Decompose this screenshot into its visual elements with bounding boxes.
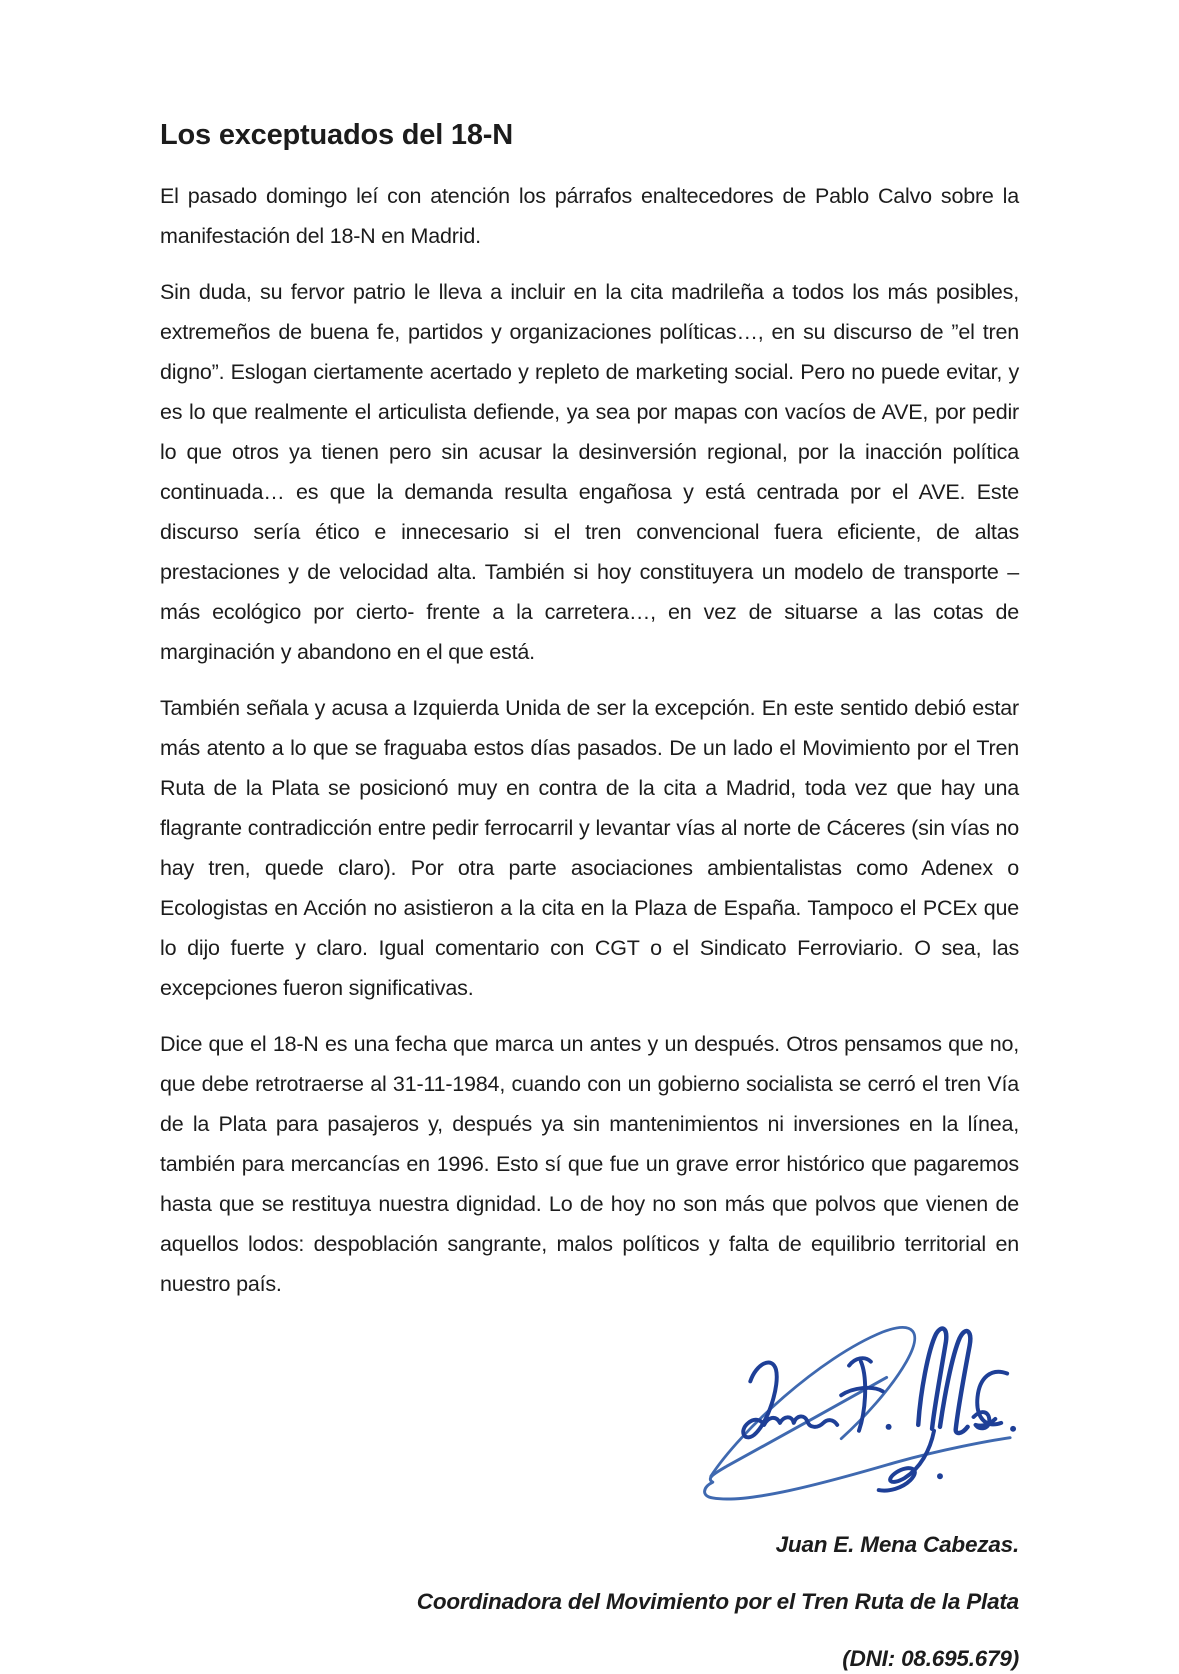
signature-strokes [705, 1327, 1016, 1499]
paragraph-intro: El pasado domingo leí con atención los párrafos enaltecedores de Pablo Calvo sobre la manifestación del 18-N en Madrid. [160, 184, 1019, 248]
paragraph-fervor-patrio: Sin duda, su fervor patrio le lleva a incluir en la cita madrileña a todos los más posibles, extremeños de buena fe, partidos y organizaciones políticas…, en su discurso de ”el tren digno”. Eslogan ciertamente acertado y repleto de marketing social. Pero no puede evitar, y es lo que realmente el articulista defiende, ya sea por mapas con vacíos de AVE, por pedir lo que otros ya tienen pero sin acusar la desinversión regional, por la inacción política continuada… es que la demanda resulta engañosa y está centrada por el AVE. Este discurso sería ético e innecesario si el tren convencional fuera eficiente, de altas prestaciones y de velocidad alta. También si hoy constituyera un modelo de transporte –más ecológico por cierto- frente a la carretera…, en vez de situarse a las cotas de marginación y abandono en el que está. [160, 280, 1019, 664]
signatory-dni: (DNI: 08.695.679) [842, 1646, 1019, 1671]
signatory-name: Juan E. Mena Cabezas. [775, 1532, 1019, 1557]
paragraph-excepciones: También señala y acusa a Izquierda Unida de ser la excepción. En este sentido debió estar más atento a lo que se fraguaba estos días pasados. De un lado el Movimiento por el Tren Ruta de la Plata se posicionó muy en contra de la cita a Madrid, toda vez que hay una flagrante contradicción entre pedir ferrocarril y levantar vías al norte de Cáceres (sin vías no hay tren, quede claro). Por otra parte asociaciones ambientalistas como Adenex o Ecologistas en Acción no asistieron a la cita en la Plaza de España. Tampoco el PCEx que lo dijo fuerte y claro. Igual comentario con CGT o el Sindicato Ferroviario. O sea, las excepciones fueron significativas. [160, 696, 1019, 1000]
signatory-role: Coordinadora del Movimiento por el Tren Ruta de la Plata [416, 1589, 1019, 1614]
signature-block [160, 1320, 1019, 1508]
paragraph-fecha-18n: Dice que el 18-N es una fecha que marca un antes y un después. Otros pensamos que no, que debe retrotraerse al 31-11-1984, cuando con un gobierno socialista se cerró el tren Vía de la Plata para pasajeros y, después ya sin mantenimientos ni inversiones en la línea, también para mercancías en 1996. Esto sí que fue un grave error histórico que pagaremos hasta que se restituya nuestra dignidad. Lo de hoy no son más que polvos que vienen de aquellos lodos: despoblación sangrante, malos políticos y falta de equilibrio territorial en nuestro país. [160, 1032, 1019, 1296]
document-title: Los exceptuados del 18-N [160, 119, 513, 151]
handwritten-signature-image [693, 1320, 1019, 1508]
